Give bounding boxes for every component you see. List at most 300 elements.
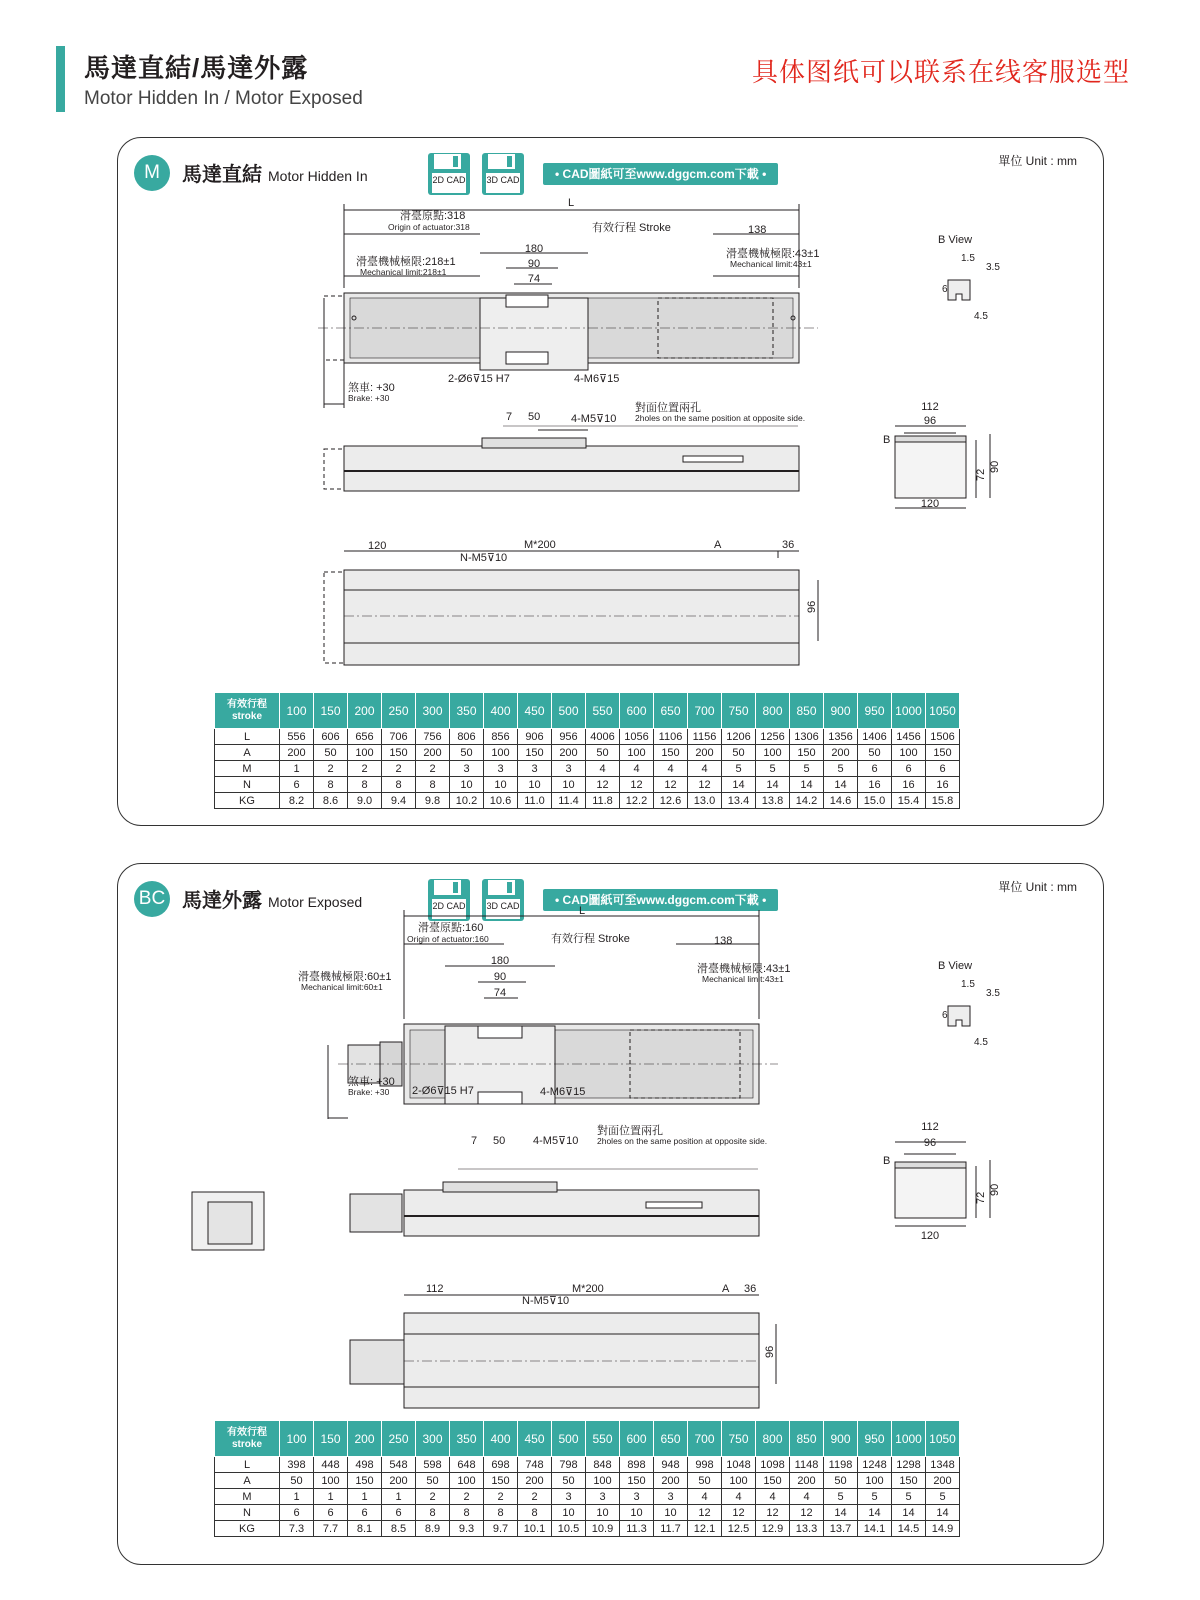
table-cell: 3 bbox=[654, 1489, 688, 1505]
table-cell: 50 bbox=[858, 745, 892, 761]
dim-m200: M*200 bbox=[572, 1283, 604, 1295]
table-cell: 556 bbox=[280, 729, 314, 745]
stroke-header-en: stroke bbox=[231, 710, 262, 722]
stroke-value-cell: 400 bbox=[484, 1421, 518, 1457]
table-cell: 6 bbox=[858, 761, 892, 777]
table-cell: 1 bbox=[382, 1489, 416, 1505]
table-cell: 13.7 bbox=[824, 1521, 858, 1537]
table-cell: 4 bbox=[722, 1489, 756, 1505]
unit-label: 單位 Unit : mm bbox=[998, 880, 1077, 894]
table-cell: 5 bbox=[824, 761, 858, 777]
table-header-row bbox=[215, 693, 960, 729]
table-cell: 3 bbox=[620, 1489, 654, 1505]
table-cell: 150 bbox=[484, 1473, 518, 1489]
table-cell: 9.4 bbox=[382, 793, 416, 809]
table-cell: 8.5 bbox=[382, 1521, 416, 1537]
table-cell: 150 bbox=[518, 745, 552, 761]
table-cell: 2 bbox=[518, 1489, 552, 1505]
table-cell: 12 bbox=[620, 777, 654, 793]
dim-origin: 滑臺原點:160 bbox=[418, 922, 484, 934]
table-cell: 998 bbox=[688, 1457, 722, 1473]
table-cell: 10.6 bbox=[484, 793, 518, 809]
table-cell: 50 bbox=[586, 745, 620, 761]
table-cell: 806 bbox=[450, 729, 484, 745]
dim-4-5: 4.5 bbox=[974, 1037, 988, 1048]
table-row bbox=[215, 729, 960, 745]
table-cell: 12 bbox=[688, 1505, 722, 1521]
table-cell: 5 bbox=[722, 761, 756, 777]
table-cell: 200 bbox=[280, 745, 314, 761]
table-cell: 906 bbox=[518, 729, 552, 745]
table-cell: 15.8 bbox=[926, 793, 960, 809]
stroke-value-cell: 600 bbox=[620, 1421, 654, 1457]
dim-origin: 滑臺原點:318 bbox=[400, 210, 466, 222]
table-cell: 14 bbox=[858, 1505, 892, 1521]
dim-96-end: 96 bbox=[923, 1137, 937, 1149]
table-cell: 4 bbox=[756, 1489, 790, 1505]
table-cell: 756 bbox=[416, 729, 450, 745]
table-cell: 6 bbox=[280, 1505, 314, 1521]
stroke-value-cell: 450 bbox=[518, 693, 552, 729]
table-cell: 12.2 bbox=[620, 793, 654, 809]
stroke-value-cell: 1050 bbox=[926, 693, 960, 729]
table-cell: 7.7 bbox=[314, 1521, 348, 1537]
table-cell: 50 bbox=[552, 1473, 586, 1489]
table-cell: 2 bbox=[416, 761, 450, 777]
table-cell: 150 bbox=[926, 745, 960, 761]
dim-nhole: N-M5⊽10 bbox=[522, 1295, 570, 1307]
stroke-value-cell: 250 bbox=[382, 1421, 416, 1457]
stroke-value-cell: 350 bbox=[450, 1421, 484, 1457]
dim-138: 138 bbox=[714, 935, 733, 947]
table-cell: 1 bbox=[280, 1489, 314, 1505]
table-cell: 14 bbox=[824, 777, 858, 793]
table-cell: 12.9 bbox=[756, 1521, 790, 1537]
table-cell: 548 bbox=[382, 1457, 416, 1473]
stroke-value-cell: 300 bbox=[416, 1421, 450, 1457]
dim-50: 50 bbox=[528, 411, 541, 423]
table-cell: 1248 bbox=[858, 1457, 892, 1473]
table-cell: 748 bbox=[518, 1457, 552, 1473]
table-cell: 856 bbox=[484, 729, 518, 745]
dim-74: 74 bbox=[527, 273, 541, 285]
table-cell: 8 bbox=[450, 1505, 484, 1521]
table-cell: 50 bbox=[688, 1473, 722, 1489]
table-cell: 398 bbox=[280, 1457, 314, 1473]
actuator-end-view bbox=[895, 1166, 966, 1218]
table-cell: 2 bbox=[314, 761, 348, 777]
stroke-value-cell: 200 bbox=[348, 693, 382, 729]
stroke-value-cell: 650 bbox=[654, 1421, 688, 1457]
table-cell: 5 bbox=[790, 761, 824, 777]
table-cell: 3 bbox=[586, 1489, 620, 1505]
section-badge: BC bbox=[134, 881, 170, 917]
table-cell: 448 bbox=[314, 1457, 348, 1473]
stroke-value-cell: 550 bbox=[586, 693, 620, 729]
table-cell: 200 bbox=[688, 745, 722, 761]
dim-hole-m6: 4-M6⊽15 bbox=[540, 1086, 586, 1098]
stroke-value-cell: 850 bbox=[790, 693, 824, 729]
table-cell: 11.8 bbox=[586, 793, 620, 809]
table-cell: 948 bbox=[654, 1457, 688, 1473]
table-cell: 1056 bbox=[620, 729, 654, 745]
stroke-value-cell: 550 bbox=[586, 1421, 620, 1457]
table-cell: 200 bbox=[518, 1473, 552, 1489]
dim-36: 36 bbox=[782, 539, 795, 551]
dim-120-end: 120 bbox=[920, 1230, 940, 1242]
table-cell: 200 bbox=[790, 1473, 824, 1489]
dim-L: L bbox=[578, 905, 586, 917]
table-cell: 4 bbox=[654, 761, 688, 777]
table-cell: 150 bbox=[620, 1473, 654, 1489]
table-cell: 10 bbox=[450, 777, 484, 793]
table-cell: 898 bbox=[620, 1457, 654, 1473]
stroke-value-cell: 1050 bbox=[926, 1421, 960, 1457]
table-cell: 8 bbox=[518, 1505, 552, 1521]
dim-mlimit-left-en: Mechanical limit:60±1 bbox=[301, 982, 383, 992]
stroke-header-zh: 有效行程 bbox=[227, 1426, 267, 1438]
dim-74: 74 bbox=[493, 987, 507, 999]
table-cell: 100 bbox=[858, 1473, 892, 1489]
table-cell: 3 bbox=[518, 761, 552, 777]
dim-120-end: 120 bbox=[920, 498, 940, 510]
cad-download-link[interactable]: • CAD圖紙可至www.dggcm.com下載 • bbox=[543, 889, 778, 911]
table-cell: 498 bbox=[348, 1457, 382, 1473]
table-cell: 3 bbox=[552, 1489, 586, 1505]
table-cell: 14 bbox=[790, 777, 824, 793]
table-cell: 200 bbox=[926, 1473, 960, 1489]
stroke-value-cell: 350 bbox=[450, 693, 484, 729]
table-cell: 100 bbox=[586, 1473, 620, 1489]
cad-download-link[interactable]: • CAD圖紙可至www.dggcm.com下載 • bbox=[543, 163, 778, 185]
row-label-cell: L bbox=[215, 1457, 280, 1473]
dim-1-5: 1.5 bbox=[961, 253, 975, 264]
table-cell: 8.1 bbox=[348, 1521, 382, 1537]
dim-90: 90 bbox=[989, 1183, 1001, 1196]
table-cell: 200 bbox=[654, 1473, 688, 1489]
stroke-value-cell: 1000 bbox=[892, 1421, 926, 1457]
table-cell: 8 bbox=[484, 1505, 518, 1521]
cad-2d-label: 2D CAD bbox=[432, 901, 466, 911]
table-cell: 12.6 bbox=[654, 793, 688, 809]
table-cell: 13.8 bbox=[756, 793, 790, 809]
table-cell: 50 bbox=[722, 745, 756, 761]
stroke-value-cell: 200 bbox=[348, 1421, 382, 1457]
table-cell: 9.8 bbox=[416, 793, 450, 809]
dim-96-end: 96 bbox=[923, 415, 937, 427]
table-cell: 8 bbox=[416, 1505, 450, 1521]
cad-2d-label: 2D CAD bbox=[432, 175, 466, 185]
table-cell: 100 bbox=[722, 1473, 756, 1489]
stroke-header-cell bbox=[215, 1421, 280, 1457]
table-cell: 1256 bbox=[756, 729, 790, 745]
row-label-cell: KG bbox=[215, 1521, 280, 1537]
section-motor-hidden bbox=[117, 137, 1104, 826]
table-cell: 2 bbox=[382, 761, 416, 777]
table-cell: 150 bbox=[892, 1473, 926, 1489]
table-cell: 9.7 bbox=[484, 1521, 518, 1537]
stroke-value-cell: 600 bbox=[620, 693, 654, 729]
table-cell: 50 bbox=[824, 1473, 858, 1489]
stroke-value-cell: 850 bbox=[790, 1421, 824, 1457]
table-cell: 5 bbox=[756, 761, 790, 777]
table-cell: 50 bbox=[450, 745, 484, 761]
table-cell: 4 bbox=[688, 1489, 722, 1505]
table-cell: 50 bbox=[416, 1473, 450, 1489]
table-row bbox=[215, 1489, 960, 1505]
dim-opposite: 對面位置兩孔 bbox=[635, 402, 701, 414]
dim-hole-pin: 2-Ø6⊽15 H7 bbox=[412, 1085, 474, 1097]
dim-mlimit-right-en: Mechanical limit:43±1 bbox=[702, 974, 784, 984]
table-cell: 5 bbox=[858, 1489, 892, 1505]
dim-origin-en: Origin of actuator:318 bbox=[388, 222, 470, 232]
dim-A: A bbox=[714, 539, 722, 551]
table-cell: 14 bbox=[756, 777, 790, 793]
table-cell: 956 bbox=[552, 729, 586, 745]
row-label-cell: N bbox=[215, 1505, 280, 1521]
table-cell: 14.5 bbox=[892, 1521, 926, 1537]
table-cell: 200 bbox=[824, 745, 858, 761]
row-label-cell: A bbox=[215, 745, 280, 761]
table-cell: 1348 bbox=[926, 1457, 960, 1473]
table-cell: 1048 bbox=[722, 1457, 756, 1473]
table-cell: 100 bbox=[314, 1473, 348, 1489]
table-cell: 1206 bbox=[722, 729, 756, 745]
table-cell: 1106 bbox=[654, 729, 688, 745]
stroke-value-cell: 300 bbox=[416, 693, 450, 729]
stroke-value-cell: 950 bbox=[858, 693, 892, 729]
table-row bbox=[215, 1473, 960, 1489]
b-view-label: B View bbox=[938, 960, 973, 972]
table-cell: 656 bbox=[348, 729, 382, 745]
row-label-cell: L bbox=[215, 729, 280, 745]
table-cell: 8.2 bbox=[280, 793, 314, 809]
dim-90: 90 bbox=[527, 258, 541, 270]
stroke-value-cell: 150 bbox=[314, 1421, 348, 1457]
table-cell: 2 bbox=[450, 1489, 484, 1505]
table-cell: 1198 bbox=[824, 1457, 858, 1473]
stroke-value-cell: 650 bbox=[654, 693, 688, 729]
dim-138: 138 bbox=[748, 224, 767, 236]
table-cell: 50 bbox=[280, 1473, 314, 1489]
row-label-cell: M bbox=[215, 1489, 280, 1505]
b-label: B bbox=[883, 1155, 891, 1167]
table-cell: 150 bbox=[382, 745, 416, 761]
table-cell: 6 bbox=[280, 777, 314, 793]
section-title-zh: 馬達外露 bbox=[182, 890, 262, 912]
table-cell: 648 bbox=[450, 1457, 484, 1473]
dim-50: 50 bbox=[493, 1135, 506, 1147]
table-cell: 10 bbox=[620, 1505, 654, 1521]
stroke-value-cell: 800 bbox=[756, 693, 790, 729]
stroke-value-cell: 900 bbox=[824, 1421, 858, 1457]
table-cell: 8 bbox=[348, 777, 382, 793]
table-header-row bbox=[215, 1421, 960, 1457]
table-cell: 13.0 bbox=[688, 793, 722, 809]
stroke-header-zh: 有效行程 bbox=[227, 698, 267, 710]
table-cell: 12 bbox=[756, 1505, 790, 1521]
cad-3d-label: 3D CAD bbox=[486, 901, 520, 911]
stroke-header-cell bbox=[215, 693, 280, 729]
dim-120: 120 bbox=[368, 540, 387, 552]
table-cell: 8 bbox=[382, 777, 416, 793]
technical-drawing bbox=[118, 138, 1103, 698]
row-label-cell: KG bbox=[215, 793, 280, 809]
table-cell: 698 bbox=[484, 1457, 518, 1473]
table-row bbox=[215, 1521, 960, 1537]
table-cell: 150 bbox=[790, 745, 824, 761]
table-cell: 8.6 bbox=[314, 793, 348, 809]
table-cell: 150 bbox=[654, 745, 688, 761]
table-row bbox=[215, 793, 960, 809]
table-cell: 10 bbox=[484, 777, 518, 793]
section-title-zh: 馬達直結 bbox=[182, 164, 262, 186]
table-cell: 10 bbox=[552, 1505, 586, 1521]
table-cell: 13.4 bbox=[722, 793, 756, 809]
table-cell: 150 bbox=[348, 1473, 382, 1489]
row-label-cell: M bbox=[215, 761, 280, 777]
table-cell: 14 bbox=[926, 1505, 960, 1521]
spec-table bbox=[214, 1420, 960, 1537]
table-cell: 10.9 bbox=[586, 1521, 620, 1537]
table-cell: 1148 bbox=[790, 1457, 824, 1473]
table-cell: 14.2 bbox=[790, 793, 824, 809]
table-cell: 12 bbox=[722, 1505, 756, 1521]
technical-drawing bbox=[118, 864, 1103, 1424]
table-cell: 1506 bbox=[926, 729, 960, 745]
table-cell: 5 bbox=[824, 1489, 858, 1505]
table-cell: 6 bbox=[348, 1505, 382, 1521]
table-cell: 2 bbox=[348, 761, 382, 777]
table-cell: 9.0 bbox=[348, 793, 382, 809]
actuator-side-view bbox=[404, 1190, 759, 1236]
table-cell: 3 bbox=[552, 761, 586, 777]
dim-stroke: 有效行程 Stroke bbox=[551, 933, 630, 945]
table-cell: 4 bbox=[586, 761, 620, 777]
table-cell: 10.1 bbox=[518, 1521, 552, 1537]
table-cell: 598 bbox=[416, 1457, 450, 1473]
table-cell: 9.3 bbox=[450, 1521, 484, 1537]
dim-mlimit-right: 滑臺機械極限:43±1 bbox=[697, 963, 791, 975]
stroke-value-cell: 700 bbox=[688, 1421, 722, 1457]
dim-mlimit-right: 滑臺機械極限:43±1 bbox=[726, 248, 820, 260]
dim-36: 36 bbox=[744, 1283, 757, 1295]
dim-stroke: 有效行程 Stroke bbox=[592, 222, 671, 234]
stroke-value-cell: 700 bbox=[688, 693, 722, 729]
stroke-value-cell: 750 bbox=[722, 1421, 756, 1457]
actuator-bottom-view bbox=[344, 570, 799, 665]
table-cell: 50 bbox=[314, 745, 348, 761]
table-cell: 100 bbox=[484, 745, 518, 761]
table-cell: 3 bbox=[484, 761, 518, 777]
stroke-value-cell: 1000 bbox=[892, 693, 926, 729]
stroke-value-cell: 100 bbox=[280, 693, 314, 729]
stroke-value-cell: 150 bbox=[314, 693, 348, 729]
table-cell: 6 bbox=[314, 1505, 348, 1521]
unit-label: 單位 Unit : mm bbox=[998, 154, 1077, 168]
stroke-value-cell: 950 bbox=[858, 1421, 892, 1457]
header-accent-bar bbox=[56, 46, 65, 112]
table-cell: 100 bbox=[450, 1473, 484, 1489]
table-cell: 12 bbox=[688, 777, 722, 793]
table-cell: 2 bbox=[484, 1489, 518, 1505]
table-cell: 14 bbox=[824, 1505, 858, 1521]
dim-brake: 煞車: +30 bbox=[348, 382, 395, 394]
table-cell: 200 bbox=[416, 745, 450, 761]
page-subtitle: Motor Hidden In / Motor Exposed bbox=[84, 88, 363, 109]
table-cell: 10 bbox=[552, 777, 586, 793]
dim-hole-m5: 4-M5⊽10 bbox=[533, 1135, 579, 1147]
table-cell: 1 bbox=[280, 761, 314, 777]
dim-mlimit-left: 滑臺機械極限:218±1 bbox=[356, 256, 456, 268]
dim-72: 72 bbox=[975, 468, 987, 481]
section-badge: M bbox=[134, 155, 170, 191]
table-cell: 11.7 bbox=[654, 1521, 688, 1537]
stroke-value-cell: 750 bbox=[722, 693, 756, 729]
dim-4-5: 4.5 bbox=[974, 311, 988, 322]
table-cell: 15.0 bbox=[858, 793, 892, 809]
dim-mlimit-right-en: Mechanical limit:43±1 bbox=[730, 259, 812, 269]
page-title: 馬達直結/馬達外露 bbox=[84, 53, 309, 83]
dim-m200: M*200 bbox=[524, 539, 556, 551]
table-cell: 10.5 bbox=[552, 1521, 586, 1537]
table-cell: 848 bbox=[586, 1457, 620, 1473]
table-row bbox=[215, 1505, 960, 1521]
table-cell: 1298 bbox=[892, 1457, 926, 1473]
table-cell: 5 bbox=[892, 1489, 926, 1505]
table-cell: 1306 bbox=[790, 729, 824, 745]
dim-A: A bbox=[722, 1283, 730, 1295]
dim-brake-en: Brake: +30 bbox=[348, 1087, 390, 1097]
dim-7: 7 bbox=[506, 411, 513, 423]
table-cell: 3 bbox=[450, 761, 484, 777]
stroke-value-cell: 450 bbox=[518, 1421, 552, 1457]
table-cell: 1356 bbox=[824, 729, 858, 745]
dim-hole-m5: 4-M5⊽10 bbox=[571, 413, 617, 425]
table-cell: 10 bbox=[586, 1505, 620, 1521]
dim-3-5: 3.5 bbox=[986, 988, 1000, 999]
dim-L: L bbox=[567, 197, 575, 209]
section-title-en: Motor Exposed bbox=[268, 894, 363, 910]
table-cell: 12 bbox=[654, 777, 688, 793]
stroke-value-cell: 100 bbox=[280, 1421, 314, 1457]
dim-90: 90 bbox=[989, 460, 1001, 473]
contact-note: 具体图纸可以联系在线客服选型 bbox=[751, 57, 1130, 87]
table-cell: 12 bbox=[790, 1505, 824, 1521]
table-cell: 1456 bbox=[892, 729, 926, 745]
dim-hole-pin: 2-Ø6⊽15 H7 bbox=[448, 373, 510, 385]
table-cell: 8 bbox=[314, 777, 348, 793]
table-cell: 10.2 bbox=[450, 793, 484, 809]
dim-180: 180 bbox=[524, 243, 544, 255]
table-cell: 6 bbox=[926, 761, 960, 777]
table-cell: 14.1 bbox=[858, 1521, 892, 1537]
table-cell: 16 bbox=[926, 777, 960, 793]
dim-brake-en: Brake: +30 bbox=[348, 393, 390, 403]
stroke-value-cell: 900 bbox=[824, 693, 858, 729]
spec-table bbox=[214, 692, 960, 809]
dim-brake: 煞車: +30 bbox=[348, 1076, 395, 1088]
table-row bbox=[215, 777, 960, 793]
table-cell: 12.5 bbox=[722, 1521, 756, 1537]
table-cell: 100 bbox=[620, 745, 654, 761]
table-cell: 12 bbox=[586, 777, 620, 793]
table-cell: 200 bbox=[552, 745, 586, 761]
table-cell: 798 bbox=[552, 1457, 586, 1473]
table-cell: 4 bbox=[790, 1489, 824, 1505]
dim-112: 112 bbox=[426, 1283, 444, 1295]
stroke-value-cell: 500 bbox=[552, 1421, 586, 1457]
